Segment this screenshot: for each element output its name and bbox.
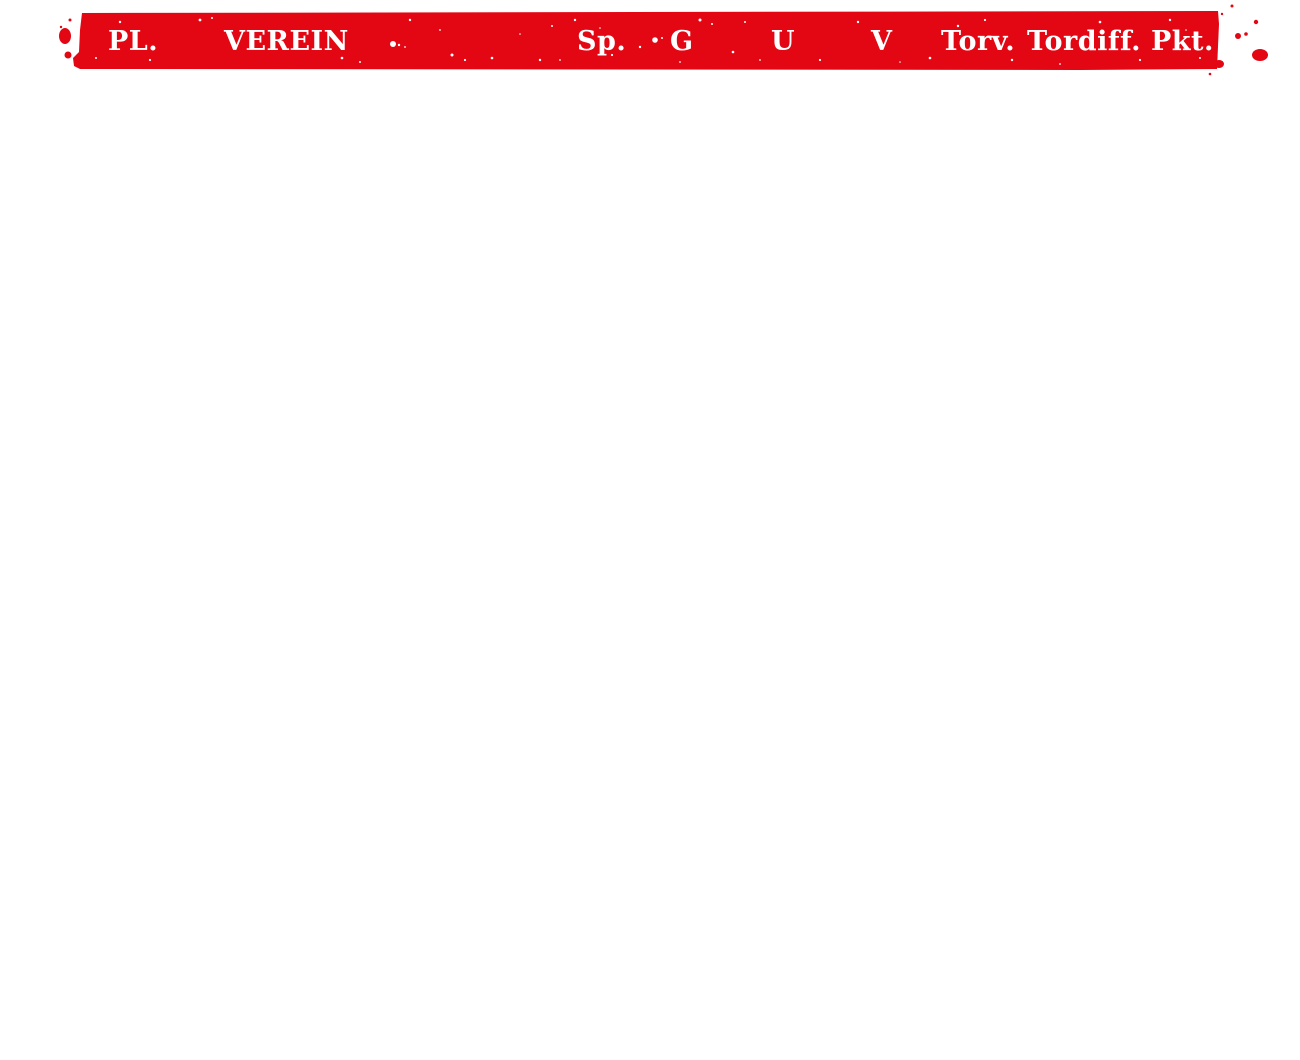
column-header-goals: Torv. xyxy=(941,26,1016,57)
splatter-drop xyxy=(1244,32,1248,36)
column-header-club: VEREIN xyxy=(224,26,349,57)
splatter-drop xyxy=(1254,20,1258,24)
splatter-drop xyxy=(1252,49,1268,61)
splatter-drop xyxy=(65,52,72,59)
standings-table-body xyxy=(80,80,1220,1040)
column-header-points: Pkt. xyxy=(1151,26,1214,57)
column-header-place: PL. xyxy=(108,26,159,57)
splatter-drop xyxy=(1209,73,1212,76)
splatter-drop xyxy=(1235,33,1241,39)
column-header-played: Sp. xyxy=(577,26,627,57)
splatter-drop xyxy=(1214,60,1224,68)
column-header-lost: V xyxy=(871,26,893,57)
splatter-drop xyxy=(60,26,62,28)
splatter-drop xyxy=(1231,5,1234,8)
column-header-won: G xyxy=(670,26,694,57)
column-header-goal-diff: Tordiff. xyxy=(1027,26,1142,57)
splatter-drop xyxy=(59,28,71,44)
splatter-drop xyxy=(69,19,72,22)
column-header-drawn: U xyxy=(771,26,796,57)
splatter-drop xyxy=(1221,13,1223,15)
table-header-banner xyxy=(0,0,1300,80)
